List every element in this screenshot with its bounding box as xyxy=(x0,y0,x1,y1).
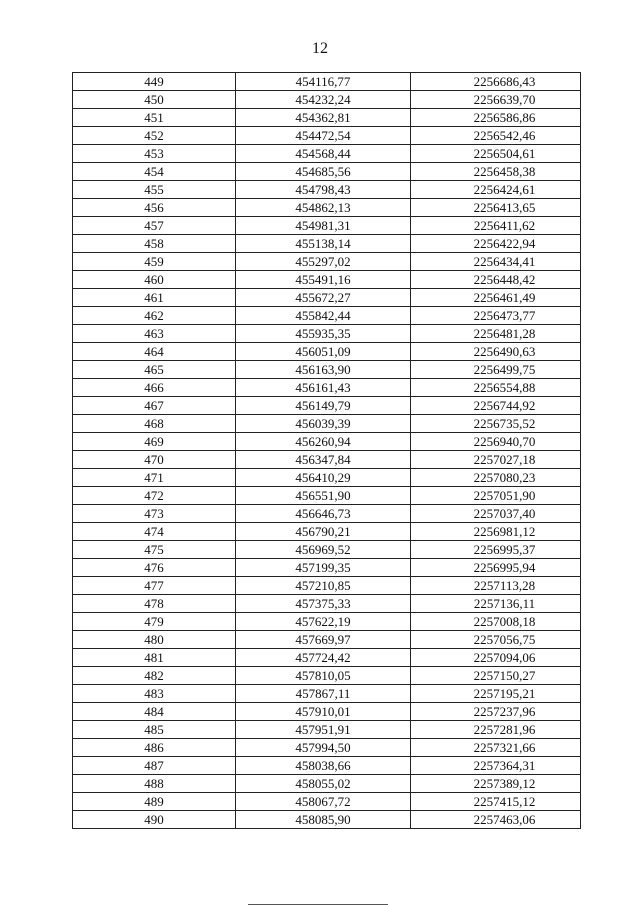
table-row xyxy=(73,109,581,127)
y-coordinate-cell: 2256481,28 xyxy=(411,325,581,343)
x-coordinate-cell: 458067,72 xyxy=(236,793,411,811)
table-row xyxy=(73,793,581,811)
point-number-cell: 452 xyxy=(73,127,236,145)
x-coordinate-cell: 454232,24 xyxy=(236,91,411,109)
table-row xyxy=(73,775,581,793)
x-coordinate-cell: 458038,66 xyxy=(236,757,411,775)
y-coordinate-cell: 2256473,77 xyxy=(411,307,581,325)
x-coordinate-cell: 456163,90 xyxy=(236,361,411,379)
table-row xyxy=(73,181,581,199)
point-number-cell: 461 xyxy=(73,289,236,307)
point-number-cell: 468 xyxy=(73,415,236,433)
point-number-cell: 464 xyxy=(73,343,236,361)
point-number-cell: 472 xyxy=(73,487,236,505)
point-number-cell: 470 xyxy=(73,451,236,469)
table-row xyxy=(73,469,581,487)
x-coordinate-cell: 457910,01 xyxy=(236,703,411,721)
table-row xyxy=(73,739,581,757)
point-number-cell: 462 xyxy=(73,307,236,325)
table-row xyxy=(73,325,581,343)
table-row xyxy=(73,217,581,235)
x-coordinate-cell: 454362,81 xyxy=(236,109,411,127)
y-coordinate-cell: 2256995,37 xyxy=(411,541,581,559)
table-row xyxy=(73,271,581,289)
x-coordinate-cell: 455138,14 xyxy=(236,235,411,253)
table-row xyxy=(73,415,581,433)
table-row xyxy=(73,199,581,217)
y-coordinate-cell: 2256542,46 xyxy=(411,127,581,145)
x-coordinate-cell: 457375,33 xyxy=(236,595,411,613)
y-coordinate-cell: 2257364,31 xyxy=(411,757,581,775)
point-number-cell: 455 xyxy=(73,181,236,199)
y-coordinate-cell: 2256448,42 xyxy=(411,271,581,289)
x-coordinate-cell: 456039,39 xyxy=(236,415,411,433)
point-number-cell: 460 xyxy=(73,271,236,289)
y-coordinate-cell: 2257463,06 xyxy=(411,811,581,829)
y-coordinate-cell: 2256413,65 xyxy=(411,199,581,217)
y-coordinate-cell: 2256461,49 xyxy=(411,289,581,307)
y-coordinate-cell: 2257037,40 xyxy=(411,505,581,523)
coordinates-table-body xyxy=(73,73,581,829)
x-coordinate-cell: 456161,43 xyxy=(236,379,411,397)
x-coordinate-cell: 454685,56 xyxy=(236,163,411,181)
table-row xyxy=(73,523,581,541)
y-coordinate-cell: 2256411,62 xyxy=(411,217,581,235)
x-coordinate-cell: 454116,77 xyxy=(236,73,411,91)
y-coordinate-cell: 2256490,63 xyxy=(411,343,581,361)
x-coordinate-cell: 456969,52 xyxy=(236,541,411,559)
x-coordinate-cell: 454568,44 xyxy=(236,145,411,163)
x-coordinate-cell: 455842,44 xyxy=(236,307,411,325)
point-number-cell: 458 xyxy=(73,235,236,253)
table-row xyxy=(73,487,581,505)
y-coordinate-cell: 2257281,96 xyxy=(411,721,581,739)
point-number-cell: 478 xyxy=(73,595,236,613)
y-coordinate-cell: 2256422,94 xyxy=(411,235,581,253)
y-coordinate-cell: 2257051,90 xyxy=(411,487,581,505)
x-coordinate-cell: 456260,94 xyxy=(236,433,411,451)
y-coordinate-cell: 2256458,38 xyxy=(411,163,581,181)
point-number-cell: 456 xyxy=(73,199,236,217)
x-coordinate-cell: 456646,73 xyxy=(236,505,411,523)
table-row xyxy=(73,253,581,271)
point-number-cell: 484 xyxy=(73,703,236,721)
x-coordinate-cell: 454862,13 xyxy=(236,199,411,217)
point-number-cell: 474 xyxy=(73,523,236,541)
x-coordinate-cell: 454472,54 xyxy=(236,127,411,145)
point-number-cell: 480 xyxy=(73,631,236,649)
table-row xyxy=(73,613,581,631)
point-number-cell: 465 xyxy=(73,361,236,379)
table-row xyxy=(73,541,581,559)
y-coordinate-cell: 2257415,12 xyxy=(411,793,581,811)
point-number-cell: 483 xyxy=(73,685,236,703)
x-coordinate-cell: 457810,05 xyxy=(236,667,411,685)
y-coordinate-cell: 2256639,70 xyxy=(411,91,581,109)
table-row xyxy=(73,721,581,739)
point-number-cell: 486 xyxy=(73,739,236,757)
table-row xyxy=(73,289,581,307)
x-coordinate-cell: 456347,84 xyxy=(236,451,411,469)
table-row xyxy=(73,811,581,829)
point-number-cell: 479 xyxy=(73,613,236,631)
y-coordinate-cell: 2256586,86 xyxy=(411,109,581,127)
table-row xyxy=(73,91,581,109)
point-number-cell: 487 xyxy=(73,757,236,775)
y-coordinate-cell: 2257027,18 xyxy=(411,451,581,469)
table-row xyxy=(73,397,581,415)
table-row xyxy=(73,163,581,181)
y-coordinate-cell: 2257056,75 xyxy=(411,631,581,649)
table-row xyxy=(73,361,581,379)
point-number-cell: 471 xyxy=(73,469,236,487)
point-number-cell: 449 xyxy=(73,73,236,91)
y-coordinate-cell: 2257237,96 xyxy=(411,703,581,721)
table-row xyxy=(73,307,581,325)
table-row xyxy=(73,703,581,721)
table-row xyxy=(73,145,581,163)
table-row xyxy=(73,505,581,523)
point-number-cell: 466 xyxy=(73,379,236,397)
x-coordinate-cell: 456790,21 xyxy=(236,523,411,541)
y-coordinate-cell: 2256940,70 xyxy=(411,433,581,451)
table-row xyxy=(73,685,581,703)
y-coordinate-cell: 2257008,18 xyxy=(411,613,581,631)
x-coordinate-cell: 456410,29 xyxy=(236,469,411,487)
x-coordinate-cell: 457724,42 xyxy=(236,649,411,667)
point-number-cell: 482 xyxy=(73,667,236,685)
y-coordinate-cell: 2257389,12 xyxy=(411,775,581,793)
point-number-cell: 485 xyxy=(73,721,236,739)
y-coordinate-cell: 2256554,88 xyxy=(411,379,581,397)
point-number-cell: 450 xyxy=(73,91,236,109)
table-row xyxy=(73,757,581,775)
y-coordinate-cell: 2256686,43 xyxy=(411,73,581,91)
page-number: 12 xyxy=(312,40,328,57)
x-coordinate-cell: 455297,02 xyxy=(236,253,411,271)
y-coordinate-cell: 2256434,41 xyxy=(411,253,581,271)
coordinates-table xyxy=(72,72,581,829)
table-row xyxy=(73,235,581,253)
table-row xyxy=(73,595,581,613)
table-row xyxy=(73,451,581,469)
y-coordinate-cell: 2256424,61 xyxy=(411,181,581,199)
point-number-cell: 454 xyxy=(73,163,236,181)
table-row xyxy=(73,667,581,685)
table-row xyxy=(73,649,581,667)
x-coordinate-cell: 457199,35 xyxy=(236,559,411,577)
point-number-cell: 490 xyxy=(73,811,236,829)
y-coordinate-cell: 2256499,75 xyxy=(411,361,581,379)
point-number-cell: 457 xyxy=(73,217,236,235)
table-row xyxy=(73,433,581,451)
point-number-cell: 451 xyxy=(73,109,236,127)
y-coordinate-cell: 2256504,61 xyxy=(411,145,581,163)
x-coordinate-cell: 457669,97 xyxy=(236,631,411,649)
x-coordinate-cell: 456051,09 xyxy=(236,343,411,361)
point-number-cell: 473 xyxy=(73,505,236,523)
x-coordinate-cell: 457210,85 xyxy=(236,577,411,595)
point-number-cell: 476 xyxy=(73,559,236,577)
table-row xyxy=(73,73,581,91)
x-coordinate-cell: 457622,19 xyxy=(236,613,411,631)
table-row xyxy=(73,343,581,361)
point-number-cell: 477 xyxy=(73,577,236,595)
y-coordinate-cell: 2257113,28 xyxy=(411,577,581,595)
table-row xyxy=(73,631,581,649)
x-coordinate-cell: 458085,90 xyxy=(236,811,411,829)
point-number-cell: 467 xyxy=(73,397,236,415)
y-coordinate-cell: 2257094,06 xyxy=(411,649,581,667)
x-coordinate-cell: 457867,11 xyxy=(236,685,411,703)
x-coordinate-cell: 455672,27 xyxy=(236,289,411,307)
point-number-cell: 469 xyxy=(73,433,236,451)
y-coordinate-cell: 2256744,92 xyxy=(411,397,581,415)
x-coordinate-cell: 455491,16 xyxy=(236,271,411,289)
x-coordinate-cell: 455935,35 xyxy=(236,325,411,343)
y-coordinate-cell: 2257136,11 xyxy=(411,595,581,613)
table-row xyxy=(73,559,581,577)
y-coordinate-cell: 2257195,21 xyxy=(411,685,581,703)
point-number-cell: 488 xyxy=(73,775,236,793)
x-coordinate-cell: 456149,79 xyxy=(236,397,411,415)
point-number-cell: 463 xyxy=(73,325,236,343)
table-row xyxy=(73,127,581,145)
point-number-cell: 475 xyxy=(73,541,236,559)
point-number-cell: 459 xyxy=(73,253,236,271)
x-coordinate-cell: 457994,50 xyxy=(236,739,411,757)
y-coordinate-cell: 2256735,52 xyxy=(411,415,581,433)
x-coordinate-cell: 458055,02 xyxy=(236,775,411,793)
y-coordinate-cell: 2257321,66 xyxy=(411,739,581,757)
y-coordinate-cell: 2257150,27 xyxy=(411,667,581,685)
y-coordinate-cell: 2257080,23 xyxy=(411,469,581,487)
point-number-cell: 489 xyxy=(73,793,236,811)
x-coordinate-cell: 456551,90 xyxy=(236,487,411,505)
table-row xyxy=(73,379,581,397)
x-coordinate-cell: 454981,31 xyxy=(236,217,411,235)
point-number-cell: 453 xyxy=(73,145,236,163)
x-coordinate-cell: 454798,43 xyxy=(236,181,411,199)
point-number-cell: 481 xyxy=(73,649,236,667)
y-coordinate-cell: 2256995,94 xyxy=(411,559,581,577)
x-coordinate-cell: 457951,91 xyxy=(236,721,411,739)
table-row xyxy=(73,577,581,595)
y-coordinate-cell: 2256981,12 xyxy=(411,523,581,541)
